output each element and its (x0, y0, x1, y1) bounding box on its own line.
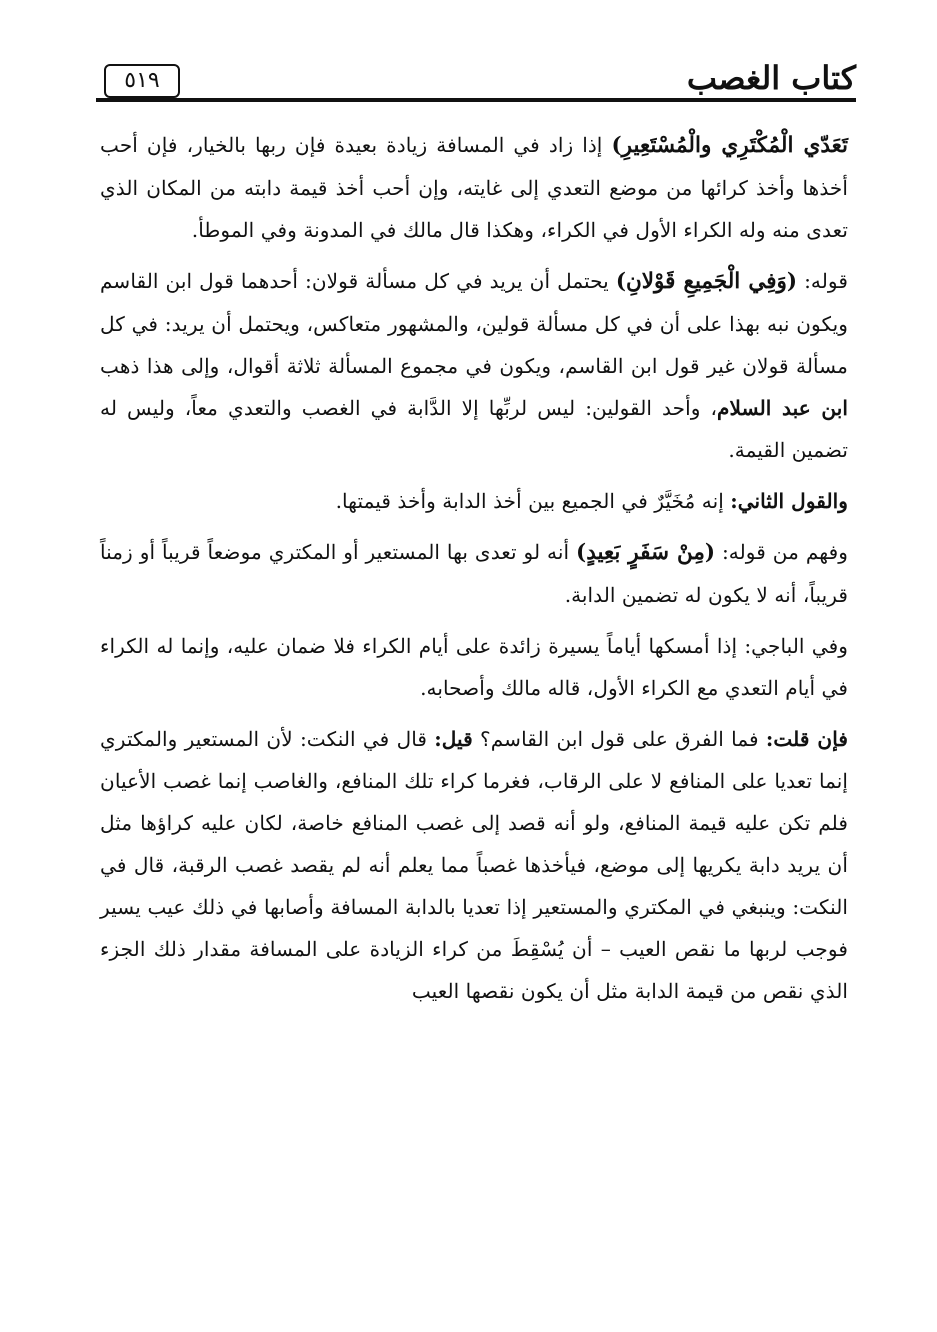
page-number: ٥١٩ (104, 64, 180, 98)
paragraph-text: قوله: (797, 269, 848, 293)
paragraph-text: أنه لو تعدى بها المستعير أو المكتري موضعاً قريباً أو زمناً قريباً، أنه لا يكون له تضمين الدابة. (100, 540, 848, 607)
paragraph-text: فما الفرق على قول ابن القاسم؟ (472, 727, 766, 751)
section-label: قيل: (434, 727, 473, 751)
paragraph-6 (100, 718, 848, 1012)
book-title: كتاب الغصب (686, 59, 856, 97)
quoted-phrase: تَعَدّي الْمُكْتَرِي والْمُسْتَعِيرِ) (611, 133, 848, 158)
section-label: والقول الثاني: (730, 489, 848, 513)
paragraph-text: وفي الباجي: إذا أمسكها أياماً يسيرة زائدة على أيام الكراء فلا ضمان عليه، وإنما له الكراء في أيام التعدي مع الكراء الأول، قاله مالك وأصحابه. (100, 634, 848, 700)
paragraph-text: وفهم من قوله: (715, 540, 848, 564)
quoted-phrase: (وَفِي الْجَمِيعِ قَوْلانِ) (615, 269, 798, 294)
page-header (96, 52, 856, 108)
paragraph-text: قال في النكت: لأن المستعير والمكتري إنما تعديا على المنافع لا على الرقاب، فغرما كراء تلك المنافع، والغاصب إنما غصب الأعيان فلم تكن عليه قيمة المنافع، ولو أنه قصد إلى غصب المنافع خاصة، لكان عليه كراؤها مثل أن يريد دابة يكريها إلى موضع، فيأخذها غصباً مما يعلم أنه لم يقصد غصب الرقبة، قال في النكت: وينبغي في المكتري والمستعير إذا تعديا بالدابة المسافة وأصابها في ذلك عيب يسير فوجب لربها ما نقص العيب – أن يُسْقِطَ من كراء الزيادة على المسافة مقدار ذلك الجزء الذي نقص من قيمة الدابة مثل أن يكون نقصها العيب (100, 727, 848, 1003)
body-text (100, 124, 848, 1021)
paragraph-4 (100, 531, 848, 616)
quoted-phrase: (مِنْ سَفَرٍ بَعِيدٍ) (576, 540, 716, 565)
paragraph-5 (100, 625, 848, 709)
paragraph-text: إذا زاد في المسافة زيادة بعيدة فإن ربها بالخيار، فإن أحب أخذها وأخذ كرائها من موضع التعدي إلى غايته، وإن أحب أخذ قيمة دابته من المكان الذي تعدى منه وله الكراء الأول في الكراء، وهكذا قال مالك في المدونة وفي الموطأ. (100, 133, 848, 242)
section-label: فإن قلت: (765, 727, 848, 751)
paragraph-text: إنه مُخَيَّرٌ في الجميع بين أخذ الدابة وأخذ قيمتها. (335, 489, 731, 513)
paragraph-text: ، وأحد القولين: ليس لربِّها إلا الدَّابة في الغصب والتعدي معاً، وليس له تضمين القيمة. (100, 396, 848, 462)
paragraph-3 (100, 480, 848, 522)
paragraph-2 (100, 260, 848, 471)
paragraph-1 (100, 124, 848, 251)
paragraph-text: يحتمل أن يريد في كل مسألة قولان: أحدهما قول ابن القاسم ويكون نبه بهذا على أن في كل مسألة قولين، والمشهور متعاكس، ويحتمل أن يريد: في كل مسألة قولان غير قول ابن القاسم، ويكون في مجموع المسألة ثلاثة أقوال، وإلى هذا ذهب (100, 269, 848, 378)
scholar-name: ابن عبد السلام (717, 396, 848, 420)
header-rule (96, 98, 856, 102)
